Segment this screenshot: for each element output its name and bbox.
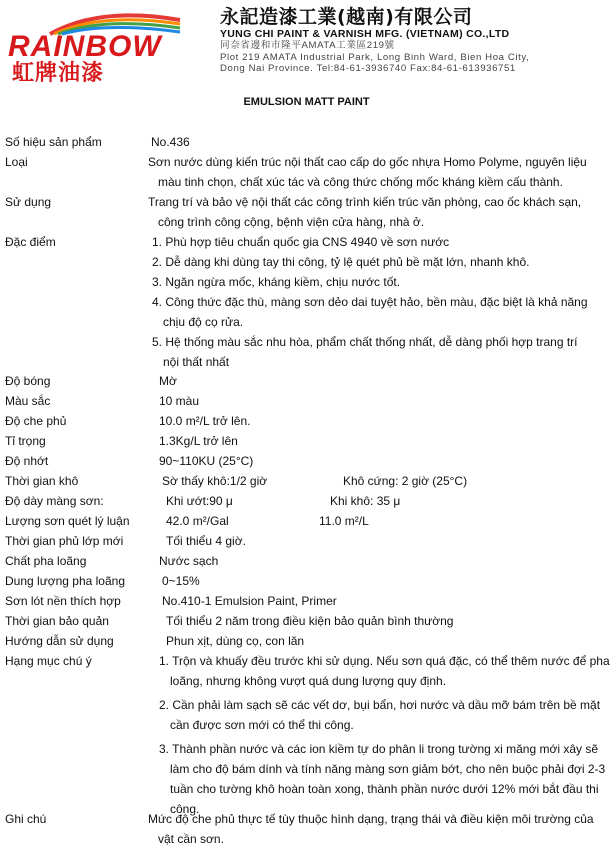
- company-address-en: Plot 219 AMATA Industrial Park, Long Binh Ward, Bien Hoa City,: [220, 51, 530, 63]
- value-hard-dry: Khô cứng: 2 giờ (25°C): [343, 474, 468, 488]
- value: [148, 809, 594, 849]
- rainbow-logo: [6, 8, 220, 86]
- logo-wordmark: RAINBOW: [8, 30, 162, 63]
- list-item-continuation: làm cho độ bám dính và tính năng màng sơn giảm bớt, cho nên buộc phải đợi 2-3: [170, 762, 606, 776]
- value: 90~110KU (25°C): [159, 454, 254, 468]
- value: [148, 152, 587, 192]
- label: Độ bóng: [5, 374, 51, 388]
- label: Tỉ trọng: [5, 434, 46, 448]
- label: Sử dụng: [5, 195, 52, 209]
- line: Mức độ che phủ thực tế tùy thuộc hình dạng, trạng thái và điều kiện môi trường của: [148, 812, 594, 826]
- label: Hạng mục chú ý: [5, 654, 92, 668]
- value: 1.3Kg/L trở lên: [159, 434, 238, 448]
- list-item-continuation: công.: [170, 802, 200, 816]
- company-name-en: YUNG CHI PAINT & VARNISH MFG. (VIETNAM) CO.,LTD: [220, 28, 510, 40]
- label: Hướng dẫn sử dụng: [5, 634, 114, 648]
- value-touch-dry: Sờ thấy khô:1/2 giờ: [162, 474, 268, 488]
- value: Mờ: [159, 374, 177, 388]
- list-item: 5. Hệ thống màu sắc nhu hòa, phẩm chất thống nhất, dễ dàng phối hợp trang trí: [152, 335, 578, 349]
- document-title: EMULSION MATT PAINT: [243, 96, 370, 108]
- line: màu tinh chọn, chất xúc tác và công thức chống mốc kháng kiềm cấu thành.: [158, 175, 563, 189]
- label: Thời gian bảo quản: [5, 614, 109, 628]
- value: Nước sạch: [159, 554, 219, 568]
- value: No.436: [151, 135, 190, 149]
- value-wet: Khi ướt:90 μ: [166, 494, 233, 508]
- company-address-cn: 同奈省邊和市隆平AMATA工業區219號: [220, 40, 395, 51]
- precautions-list: [159, 651, 610, 819]
- value-dry: Khi khô: 35 μ: [330, 494, 401, 508]
- company-contact: Dong Nai Province. Tel:84-61-3936740 Fax:84-61-613936751: [220, 63, 516, 74]
- list-item: 1. Phù hợp tiêu chuẩn quốc gia CNS 4940 về sơn nước: [152, 235, 450, 249]
- document-header: [0, 0, 613, 86]
- label: Độ che phủ: [5, 414, 67, 428]
- value: Tối thiểu 4 giờ.: [166, 534, 246, 548]
- list-item-continuation: cần được sơn mới có thể thi công.: [170, 718, 354, 732]
- logo-chinese-text: 虹牌油漆: [12, 61, 105, 86]
- list-item: 3. Thành phần nước và các ion kiềm tự do phân li trong tường xi măng mới xây sẽ: [159, 742, 599, 756]
- list-item-continuation: tuần cho tường khô hoàn toàn xong, thành phần nước dưới 12% mới bắt đầu thi: [170, 782, 599, 796]
- list-item: 1. Trộn và khuấy đều trước khi sử dụng. Nếu sơn quá đặc, có thể thêm nước để pha: [159, 654, 610, 668]
- list-item: 2. Cần phải làm sạch sẽ các vết dơ, bụi bẩn, hơi nước và dầu mỡ bám trên bề mặt: [159, 698, 601, 712]
- label: Chất pha loãng: [5, 554, 87, 568]
- list-item: 2. Dễ dàng khi dùng tay thi công, tỷ lệ quét phủ bề mặt lớn, nhanh khô.: [152, 255, 530, 269]
- value: 10.0 m²/L trở lên.: [159, 414, 251, 428]
- line: Trang trí và bảo vệ nội thất các công trình kiến trúc văn phòng, cao ốc khách sạn,: [148, 195, 582, 209]
- label: Lượng sơn quét lý luận: [5, 514, 130, 528]
- line: Sơn nước dùng kiến trúc nội thất cao cấp do gốc nhựa Homo Polyme, nguyên liệu: [148, 155, 587, 169]
- list-item-continuation: nội thất nhất: [163, 355, 230, 369]
- list-item: 4. Công thức đặc thù, màng sơn dẻo dai tuyệt hảo, bền màu, đặc biệt là khả năng: [152, 295, 588, 309]
- line: công trình công cộng, bệnh viện cửa hàng, nhà ở.: [158, 215, 425, 229]
- label: Dung lượng pha loãng: [5, 574, 125, 588]
- list-item: 3. Ngăn ngừa mốc, kháng kiềm, chịu nước tốt.: [152, 275, 401, 289]
- label: Loại: [5, 155, 28, 169]
- value: [148, 192, 581, 232]
- list-item-continuation: loãng, nhưng không vượt quá dung lượng quy định.: [170, 674, 447, 688]
- line: vật cần sơn.: [158, 832, 224, 846]
- value-per-gal: 42.0 m²/Gal: [166, 514, 229, 528]
- label: Số hiệu sản phẩm: [5, 135, 102, 149]
- label: Ghi chú: [5, 812, 47, 826]
- company-name-cn: 永記造漆工業(越南)有限公司: [220, 6, 473, 28]
- label: Màu sắc: [5, 394, 51, 408]
- label: Độ nhớt: [5, 454, 49, 468]
- features-list: [152, 232, 588, 372]
- label: Độ dày màng sơn:: [5, 494, 104, 508]
- value: Tối thiểu 2 năm trong điều kiện bảo quản bình thường: [166, 614, 454, 628]
- value-per-liter: 11.0 m²/L: [319, 514, 369, 528]
- label: Thời gian khô: [5, 474, 79, 488]
- value: 0~15%: [162, 574, 200, 588]
- value: Phun xịt, dùng cọ, con lăn: [166, 634, 305, 648]
- list-item-continuation: chịu độ cọ rửa.: [163, 315, 244, 329]
- label: Thời gian phủ lớp mới: [5, 534, 124, 548]
- label: Đặc điểm: [5, 235, 56, 249]
- value: 10 màu: [159, 394, 200, 408]
- company-info: [220, 6, 608, 75]
- label: Sơn lót nền thích hợp: [5, 594, 121, 608]
- value: No.410-1 Emulsion Paint, Primer: [162, 594, 337, 608]
